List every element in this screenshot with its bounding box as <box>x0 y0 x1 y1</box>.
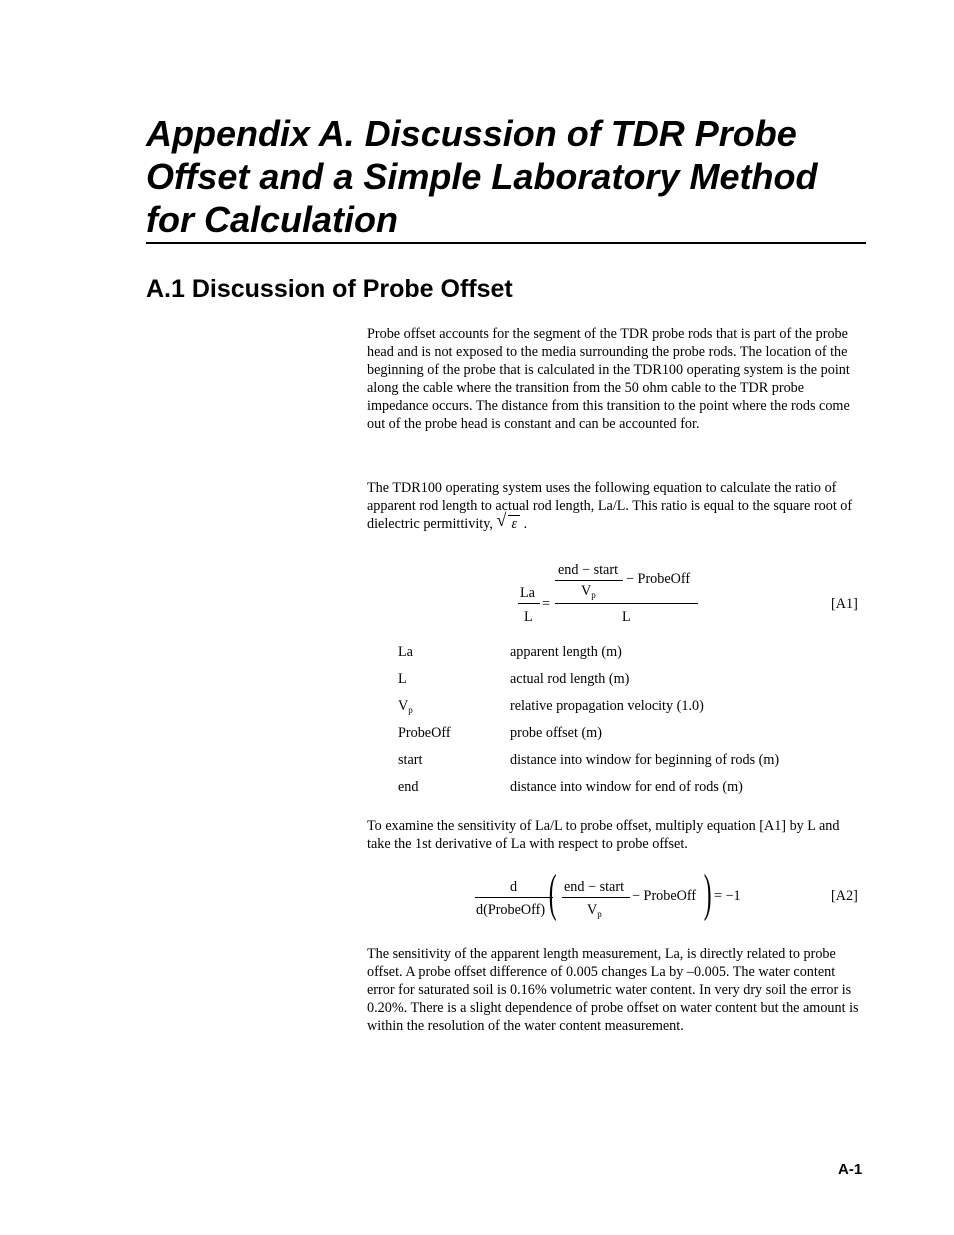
variable-description: probe offset (m) <box>510 725 602 741</box>
variable-description: actual rod length (m) <box>510 671 630 687</box>
a1-minus-probeoff: − ProbeOff <box>626 571 691 587</box>
a2-inner-fraction-bar <box>562 897 630 898</box>
paragraph-sensitivity-intro: To examine the sensitivity of La/L to probe offset, multiply equation [A1] by L and take the 1st derivative of La with respect to probe offset. <box>367 818 840 852</box>
a1-lhs-denominator: L <box>524 609 533 625</box>
epsilon-symbol: ε <box>508 515 520 532</box>
paragraph-sensitivity-result: The sensitivity of the apparent length measurement, La, is directly related to probe offset. A probe offset difference of 0.005 changes La by –0.005. The water content error for saturated soil is 0.16% volumetric water content. In very dry soil the error is 0.20%. There is a slight dependence of probe offset on water content but the amount is within the resolution of the water content measurement. <box>367 946 859 1034</box>
a1-vp: V <box>581 583 592 599</box>
variable-symbol: La <box>398 644 413 660</box>
variable-symbol: L <box>398 671 407 687</box>
a1-lhs-fraction-bar <box>518 603 540 604</box>
paragraph-end: . <box>523 516 528 532</box>
paragraph-equation-intro-text: The TDR100 operating system uses the following equation to calculate the ratio of apparent rod length to actual rod length, La/L. This ratio is equal to the square root of dielectric permittivity, <box>367 480 853 532</box>
variable-description: distance into window for end of rods (m) <box>510 779 743 795</box>
a2-left-paren: ( <box>548 865 557 922</box>
a2-inner-denominator <box>587 902 602 922</box>
a1-main-fraction-bar <box>555 603 698 604</box>
a2-d-denominator: d(ProbeOff) <box>476 902 546 918</box>
variable-row <box>398 643 858 670</box>
a2-inner-numerator: end − start <box>564 879 625 895</box>
a2-rhs: = −1 <box>714 888 741 904</box>
a1-inner-numerator: end − start <box>558 562 619 578</box>
variable-symbol <box>398 697 413 719</box>
a1-denominator: L <box>622 609 631 625</box>
variable-symbol: end <box>398 779 419 795</box>
title-rule <box>146 242 866 244</box>
a2-d-fraction-bar <box>475 897 553 898</box>
a1-label: [A1] <box>831 596 858 612</box>
variable-description: apparent length (m) <box>510 644 622 660</box>
variable-row <box>398 670 858 697</box>
a1-inner-denominator <box>581 583 596 603</box>
a2-vp-sub: p <box>597 909 602 919</box>
a2-vp: V <box>587 902 598 918</box>
variable-symbol-sub: p <box>408 705 413 715</box>
a1-inner-fraction-bar <box>555 580 623 581</box>
variable-symbol: ProbeOff <box>398 725 451 741</box>
variable-row <box>398 778 858 805</box>
variable-row <box>398 697 858 724</box>
page-title: Appendix A. Discussion of TDR Probe Offset and a Simple Laboratory Method for Calculation <box>146 113 818 240</box>
a1-lhs-numerator: La <box>520 585 535 601</box>
a2-minus-probeoff: − ProbeOff <box>632 888 697 904</box>
variable-symbol-main: V <box>398 698 409 714</box>
sqrt-epsilon <box>500 515 520 533</box>
a2-label: [A2] <box>831 888 858 904</box>
a1-equals: = <box>542 596 551 612</box>
page-number: A-1 <box>838 1161 863 1178</box>
variable-symbol: start <box>398 752 423 768</box>
a1-vp-sub: p <box>591 590 596 600</box>
paragraph-probe-offset: Probe offset accounts for the segment of the TDR probe rods that is part of the probe head and is not exposed to the media surrounding the probe rods. The location of the beginning of the probe that is calculated in the TDR100 operating system is the point along the cable where the transition from the 50 ohm cable to the TDR probe impedance occurs. The distance from this transition to the point where the rods come out of the probe head is constant and can be accounted for. <box>367 326 850 432</box>
variable-description: distance into window for beginning of rods (m) <box>510 752 780 768</box>
a2-d-numerator: d <box>510 879 518 895</box>
section-heading: A.1 Discussion of Probe Offset <box>146 275 513 303</box>
variable-description: relative propagation velocity (1.0) <box>510 698 704 714</box>
variable-row <box>398 724 858 751</box>
variable-row <box>398 751 858 778</box>
a2-right-paren: ) <box>703 865 712 922</box>
paragraph-equation-intro <box>367 479 865 533</box>
